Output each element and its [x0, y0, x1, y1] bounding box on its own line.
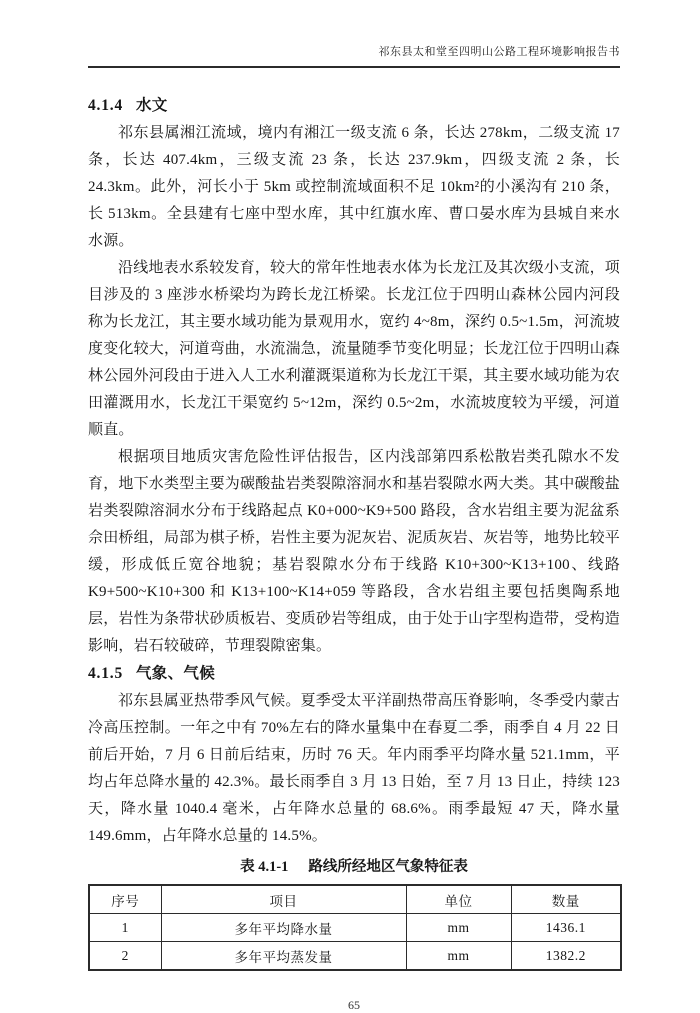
table-cell: mm — [406, 942, 511, 971]
header-title: 祁东县太和堂至四明山公路工程环境影响报告书 — [378, 46, 620, 58]
section-heading-4-1-5 — [88, 660, 620, 688]
table-header-cell: 数量 — [511, 885, 621, 914]
paragraph-hydrology-1: 祁东县属湘江流域，境内有湘江一级支流 6 条，长达 278km，二级支流 17 条，长达 407.4km，三级支流 23 条，长达 237.9km，四级支流 2 条，长 24.3km。此外，河长小于 5km 或控制流域面积不足 10km²的小溪沟有 210 条，长 513km。全县建有七座中型水库，其中红旗水库、曹口晏水库为县城自来水水源。 — [88, 125, 620, 249]
table-cell: 1436.1 — [511, 914, 621, 942]
page-header — [88, 45, 620, 68]
table-cell: 1 — [89, 914, 161, 942]
section-number: 4.1.4 — [88, 97, 123, 114]
table-header-cell: 单位 — [406, 885, 511, 914]
section-heading-4-1-4 — [88, 92, 620, 120]
paragraph-climate-1: 祁东县属亚热带季风气候。夏季受太平洋副热带高压脊影响，冬季受内蒙古冷高压控制。一年之中有 70%左右的降水量集中在春夏二季，雨季自 4 月 22 日前后开始，7 月 6 日前后结束，历时 76 天。年内雨季平均降水量 521.1mm，平均占年总降水量的 42.3%。最长雨季自 3 月 13 日始，至 7 月 13 日止，持续 123 天，降水量 1040.4 毫米，占年降水总量的 68.6%。雨季最短 47 天，降水量 149.6mm，占年降水总量的 14.5%。 — [88, 693, 620, 844]
table-caption-title: 路线所经地区气象特征表 — [308, 859, 468, 875]
section-number: 4.1.5 — [88, 665, 123, 682]
table-header-cell: 序号 — [89, 885, 161, 914]
paragraph-hydrology-2: 沿线地表水系较发育，较大的常年性地表水体为长龙江及其次级小支流，项目涉及的 3 座涉水桥梁均为跨长龙江桥梁。长龙江位于四明山森林公园内河段称为长龙江，其主要水域功能为景观用水，宽约 4~8m，深约 0.5~1.5m，河流坡度变化较大，河道弯曲，水流湍急，流量随季节变化明显；长龙江位于四明山森林公园外河段由于进入人工水利灌溉渠道称为长龙江干渠，其主要水域功能为农田灌溉用水，长龙江干渠宽约 5~12m，深约 0.5~2m，水流坡度较为平缓，河道顺直。 — [88, 260, 621, 438]
table-cell: 1382.2 — [511, 942, 621, 971]
table-caption-label: 表 4.1-1 — [240, 859, 289, 875]
weather-feature-table — [88, 884, 622, 971]
table-cell: 多年平均蒸发量 — [161, 942, 406, 971]
section-title: 气象、气候 — [136, 665, 216, 682]
table-cell: 多年平均降水量 — [161, 914, 406, 942]
table-caption — [88, 854, 620, 880]
page-number: 65 — [348, 998, 360, 1012]
document-body — [88, 92, 620, 1013]
paragraph-hydrology-3: 根据项目地质灾害危险性评估报告，区内浅部第四系松散岩类孔隙水不发育，地下水类型主要为碳酸盐岩类裂隙溶洞水和基岩裂隙水两大类。其中碳酸盐岩类裂隙溶洞水分布于线路起点 K0+000~K9+500 路段，含水岩组主要为泥盆系佘田桥组，局部为棋子桥，岩性主要为泥灰岩、泥质灰岩、灰岩等，地势比较平缓，形成低丘宽谷地貌；基岩裂隙水分布于线路 K10+300~K13+100、线路 K9+500~K10+300 和 K13+100~K14+059 等路段，含水岩组主要包括奥陶系地层，岩性为条带状砂质板岩、变质砂岩等组成，由于处于山字型构造带，受构造影响，岩石较破碎，节理裂隙密集。 — [88, 449, 621, 654]
table-header-row — [89, 885, 621, 914]
section-title: 水文 — [136, 97, 168, 114]
table-row — [89, 942, 621, 971]
table-cell: mm — [406, 914, 511, 942]
table-row — [89, 914, 621, 942]
table-cell: 2 — [89, 942, 161, 971]
table-header-cell: 项目 — [161, 885, 406, 914]
